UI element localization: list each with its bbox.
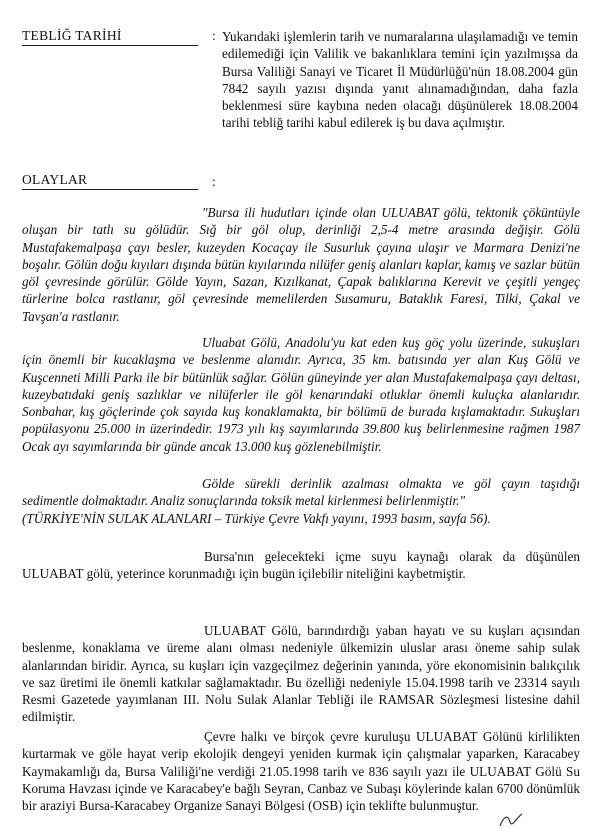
quote-paragraph-1 xyxy=(22,204,580,325)
paragraph-5 xyxy=(22,622,580,726)
paragraph-5-text: ULUABAT Gölü, barındırdığı yaban hayatı ve su kuşları açısından beslenme, konaklama ve üreme alanı olması nedeniyle ülkemizin uluslar arası öneme sahip sulak alanlarından biridir. Ayrıca, su kuşları için vazgeçilmez değerinin yanında, yöre ekonomisinin balıkçılık ve saz üretimi ile önemli katkılar sağlamaktadır. Bu özelliği nedeniyle 15.04.1998 tarih ve 23314 sayılı Resmi Gazetede yayımlanan III. Nolu Sulak Alanlar Tebliği ile RAMSAR Sözleşmesi listesine dahil edilmiştir. xyxy=(22,623,580,725)
quote-paragraph-2 xyxy=(22,334,580,455)
quote-paragraph-3 xyxy=(22,475,580,527)
signature-mark xyxy=(498,812,524,828)
paragraph-6 xyxy=(22,728,580,814)
section-label-teblig-tarihi: TEBLİĞ TARİHİ xyxy=(22,28,198,46)
paragraph-4-text: Bursa'nın gelecekteki içme suyu kaynağı olarak da düşünülen ULUABAT gölü, yeterince korunmadığı için bugün içilebilir niteliğini kaybetmiştir. xyxy=(22,549,580,582)
quote-source: (TÜRKİYE'NİN SULAK ALANLARI – Türkiye Çevre Vakfı yayını, 1993 basım, sayfa 56). xyxy=(22,510,491,526)
paragraph-4 xyxy=(22,548,580,583)
quote-text-2: Uluabat Gölü, Anadolu'yu kat eden kuş göç yolu üzerinde, sukuşları için önemli bir kucaklaşma ve beslenme alanıdır. Ayrıca, 35 km. batısında yer alan Kuş Gölü ve Kuşcenneti Milli Parkı ile bir bütünlük sağlar. Gölün güneyinde yer alan Mustafakemalpaşa çayı deltası, kuzeybatıdaki geniş sazlıklar ve nilüferler ile göl kenarındaki otluklar önemli kuluçka alanlarıdır. Sonbahar, kış göçlerinde çok sayıda kuş konaklamakta, bir bölümü de burada kışlamaktadır. Sukuşları popülasyonu 25.000 in üzerindedir. 1973 yılı kış sayımlarında 39.800 kuş belirlenmesine rağmen 1987 Ocak ayı sayımlarında bir günde ancak 13.000 kuş gözlenebilmiştir. xyxy=(22,335,580,454)
section-colon: : xyxy=(212,174,216,189)
paragraph-6-text: Çevre halkı ve birçok çevre kuruluşu ULUABAT Gölünü kirlilikten kurtarmak ve göle hayat verip ekolojik dengeyi yeniden kurmak için çalışmalar yaparken, Karacabey Kaymakamlığı da, Bursa Valiliği'ne verdiği 21.05.1998 tarih ve 836 sayılı yazı ile ULUABAT Gölü Su Koruma Havzası içinde ve Karacabey'e bağlı Seyran, Canbaz ve Subaşı köylerinde kalan 6700 dönümlük bir araziyi Bursa-Karacabey Organize Sanayi Bölgesi (OSB) için teklifte bulunmuştur. xyxy=(22,729,580,814)
section-label-olaylar: OLAYLAR xyxy=(22,172,198,190)
quote-text-3: Gölde sürekli derinlik azalması olmakta ve göl çayın taşıdığı sedimentle dolmaktadır. Analiz sonuçlarında toksik metal kirlenmesi belirlenmiştir." xyxy=(22,476,580,509)
quote-text-1: "Bursa ili hudutları içinde olan ULUABAT gölü, tektonik çöküntüyle oluşan bir tatlı su gölüdür. Sığ bir göl olup, derinliği 2,5-4 metre arasında değişir. Gölü Mustafakemalpaşa çayı besler, kuzeyden Kocaçay ile Susurluk çayına ulaşır ve Marmara Denizi'ne boşalır. Gölün doğu kıyıları dışında bütün kıyılarında nilüfer geniş alanları kaplar, kamış ve sazlar bütün göl çevresinde görülür. Gölde Yayın, Sazan, Kızılkanat, Çapak balıklarına Kerevit ve çeşitli yengeç türlerine bolca rastlanır, göl çevresinde memelilerden Susamuru, Bataklık Faresi, Tilki, Çakal ve Tavşan'a rastlanır. xyxy=(22,205,580,324)
teblig-tarihi-text xyxy=(222,28,578,132)
teblig-paragraph: Yukarıdaki işlemlerin tarih ve numaralarına ulaşılamadığı ve temin edilemediği için Valilik ve bakanlıklara temini için yazılmışsa da Bursa Valiliği Sanayi ve Ticaret İl Müdürlüğü'nün 18.08.2004 gün 7842 sayılı yazısı dışında yanıt alınamadığından, daha fazla beklenmesi süre kaybına neden olacağı düşünülerek 18.08.2004 tarihi tebliğ tarihi kabul edilerek iş bu dava açılmıştır. xyxy=(222,29,578,131)
section-colon: : xyxy=(212,28,216,43)
